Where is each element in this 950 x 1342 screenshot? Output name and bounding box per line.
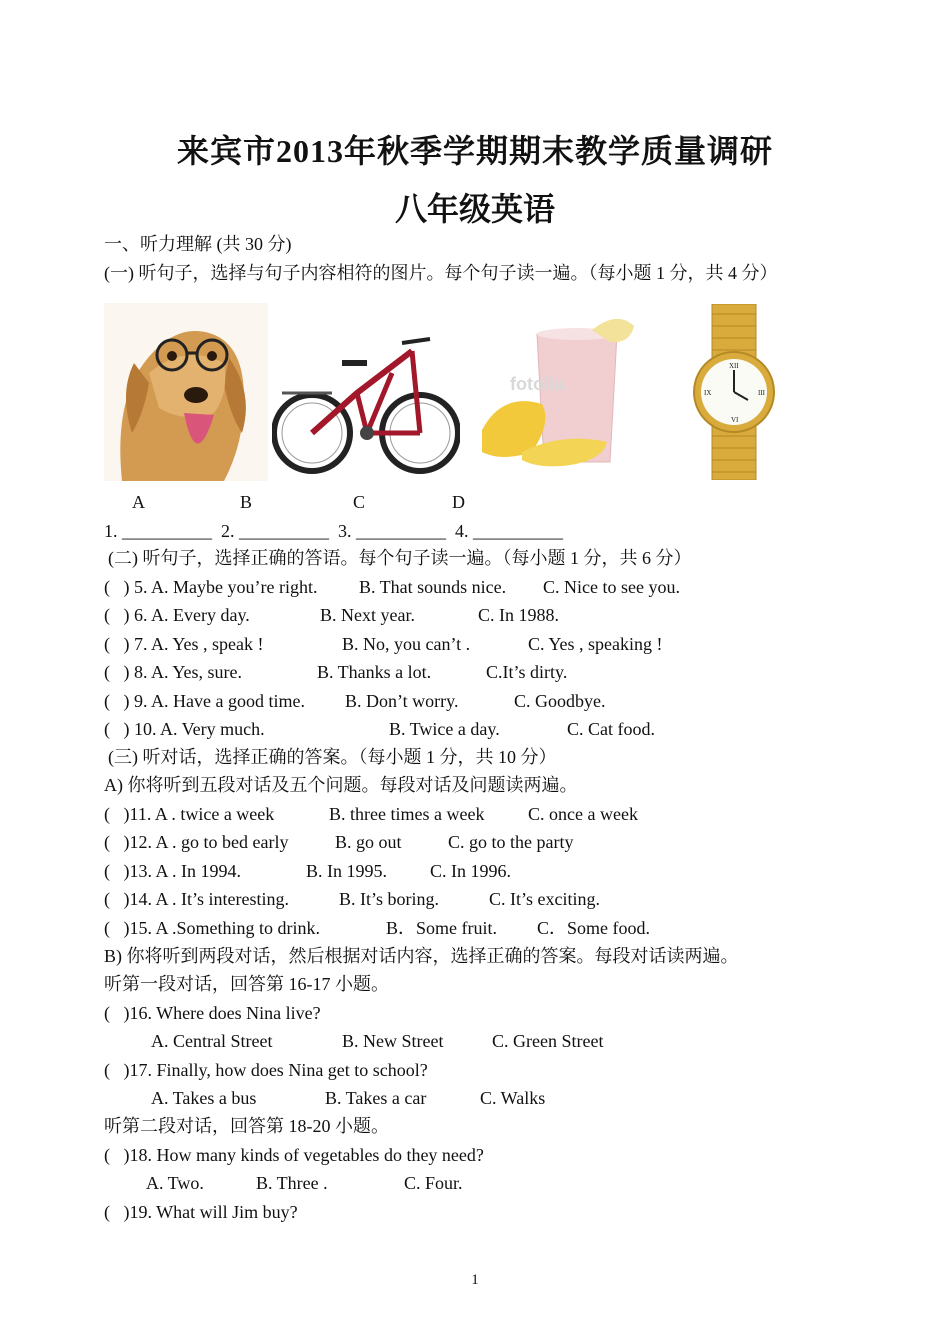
dialog-2-heading: 听第二段对话，回答第 18-20 小题。 bbox=[104, 1116, 389, 1136]
question-12-c: C. go to the party bbox=[448, 832, 574, 852]
question-7-c: C. Yes , speaking ! bbox=[528, 634, 663, 654]
question-6-a: ( ) 6. A. Every day. bbox=[104, 605, 250, 625]
question-16-a: A. Central Street bbox=[151, 1031, 273, 1051]
question-16-c: C. Green Street bbox=[492, 1031, 604, 1051]
question-15-b: B．Some fruit. bbox=[386, 918, 497, 938]
question-13-c: C. In 1996. bbox=[430, 861, 511, 881]
question-11-c: C. once a week bbox=[528, 804, 638, 824]
svg-text:VI: VI bbox=[731, 416, 739, 424]
question-14-c: C. It’s exciting. bbox=[489, 889, 600, 909]
question-7-a: ( ) 7. A. Yes , speak ! bbox=[104, 634, 264, 654]
label-b: B bbox=[240, 492, 253, 512]
question-9-a: ( ) 9. A. Have a good time. bbox=[104, 691, 305, 711]
question-11-b: B. three times a week bbox=[329, 804, 485, 824]
question-16: ( )16. Where does Nina live? bbox=[104, 1003, 321, 1023]
exam-subtitle: 八年级英语 bbox=[394, 191, 555, 227]
svg-text:III: III bbox=[758, 389, 765, 397]
picture-a-dog bbox=[104, 303, 268, 481]
section-heading: 一、听力理解 (共 30 分) bbox=[104, 234, 292, 254]
part3-subsection-b: B) 你将听到两段对话，然后根据对话内容，选择正确的答案。每段对话读两遍。 bbox=[104, 946, 739, 966]
question-15-c: C．Some food. bbox=[537, 918, 651, 938]
question-18: ( )18. How many kinds of vegetables do they need? bbox=[104, 1145, 484, 1165]
question-6-b: B. Next year. bbox=[320, 605, 415, 625]
question-7-b: B. No, you can’t . bbox=[342, 634, 471, 654]
part3-subsection-a: A) 你将听到五段对话及五个问题。每段对话及问题读两遍。 bbox=[104, 775, 578, 795]
question-10-b: B. Twice a day. bbox=[389, 719, 500, 739]
picture-b-bicycle bbox=[272, 333, 460, 478]
dialog-1-heading: 听第一段对话，回答第 16-17 小题。 bbox=[104, 974, 389, 994]
picture-c-watermark: fotolia bbox=[510, 374, 564, 394]
exam-title: 来宾市2013年秋季学期期末教学质量调研 bbox=[176, 133, 773, 169]
question-13-a: ( )13. A . In 1994. bbox=[104, 861, 241, 881]
part2-instruction: (二) 听句子，选择正确的答语。每个句子读一遍。（每小题 1 分，共 6 分） bbox=[108, 548, 692, 568]
question-13-b: B. In 1995. bbox=[306, 861, 387, 881]
question-17: ( )17. Finally, how does Nina get to school? bbox=[104, 1060, 428, 1080]
picture-d-watch bbox=[682, 304, 792, 480]
question-14-b: B. It’s boring. bbox=[339, 889, 440, 909]
question-15-a: ( )15. A .Something to drink. bbox=[104, 918, 320, 938]
answer-blanks: 1. __________ 2. __________ 3. __________ 4. __________ bbox=[104, 521, 563, 541]
question-8-c: C.It’s dirty. bbox=[486, 662, 568, 682]
question-18-b: B. Three . bbox=[256, 1173, 328, 1193]
label-a: A bbox=[132, 492, 145, 512]
part1-instruction: (一) 听句子，选择与句子内容相符的图片。每个句子读一遍。（每小题 1 分，共 4 分） bbox=[104, 263, 778, 283]
question-5-a: ( ) 5. A. Maybe you’re right. bbox=[104, 577, 318, 597]
question-5-c: C. Nice to see you. bbox=[543, 577, 680, 597]
question-9-b: B. Don’t worry. bbox=[345, 691, 459, 711]
question-17-a: A. Takes a bus bbox=[151, 1088, 257, 1108]
page-number: 1 bbox=[471, 1272, 479, 1288]
question-10-a: ( ) 10. A. Very much. bbox=[104, 719, 265, 739]
picture-c-milkshake bbox=[482, 312, 642, 472]
question-18-a: A. Two. bbox=[146, 1173, 204, 1193]
question-11-a: ( )11. A . twice a week bbox=[104, 804, 275, 824]
part3-instruction: (三) 听对话，选择正确的答案。（每小题 1 分，共 10 分） bbox=[108, 747, 557, 767]
question-12-a: ( )12. A . go to bed early bbox=[104, 832, 289, 852]
question-8-a: ( ) 8. A. Yes, sure. bbox=[104, 662, 243, 682]
label-d: D bbox=[452, 492, 465, 512]
question-12-b: B. go out bbox=[335, 832, 402, 852]
question-10-c: C. Cat food. bbox=[567, 719, 655, 739]
question-6-c: C. In 1988. bbox=[478, 605, 559, 625]
question-8-b: B. Thanks a lot. bbox=[317, 662, 432, 682]
question-18-c: C. Four. bbox=[404, 1173, 463, 1193]
question-17-b: B. Takes a car bbox=[325, 1088, 427, 1108]
question-9-c: C. Goodbye. bbox=[514, 691, 606, 711]
label-c: C bbox=[353, 492, 366, 512]
svg-text:XII: XII bbox=[729, 362, 739, 370]
question-5-b: B. That sounds nice. bbox=[359, 577, 507, 597]
svg-text:IX: IX bbox=[704, 389, 712, 397]
question-17-c: C. Walks bbox=[480, 1088, 546, 1108]
question-16-b: B. New Street bbox=[342, 1031, 444, 1051]
question-19: ( )19. What will Jim buy? bbox=[104, 1202, 298, 1222]
question-14-a: ( )14. A . It’s interesting. bbox=[104, 889, 289, 909]
